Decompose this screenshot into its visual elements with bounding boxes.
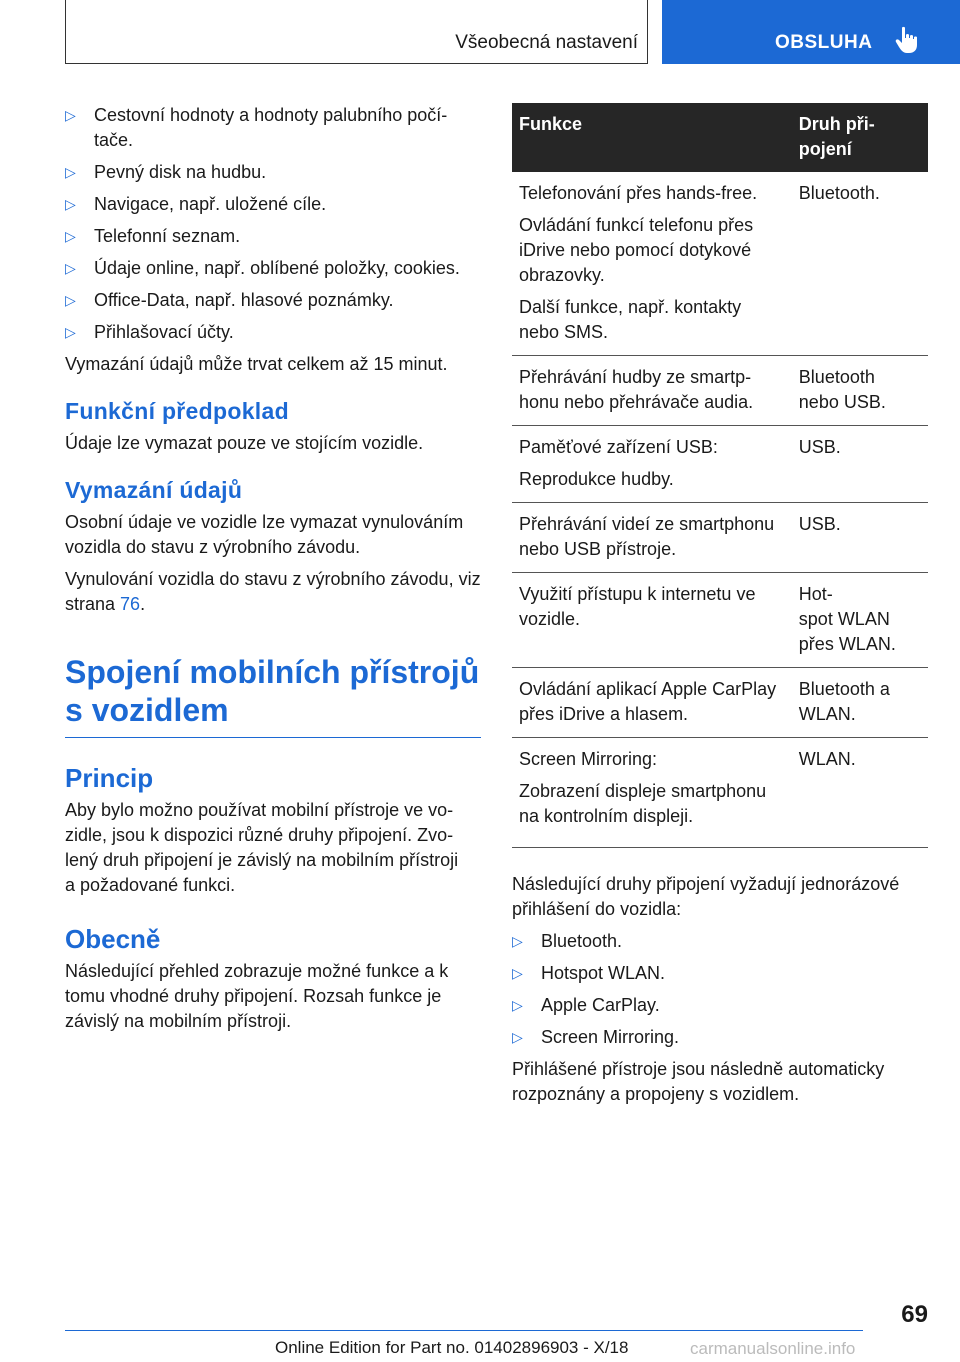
principle-text: Aby bylo možno používat mobilní přístroje ve vo- zidle, jsou k dispozici různé druhy připojení. Zvo- lený druh připojení je závislý na mobilním přístroji a požadované funkci. <box>65 800 459 895</box>
erase-text: Osobní údaje ve vozidle lze vymazat vynulováním vozidla do stavu z výrobního závodu. <box>65 512 464 557</box>
erase-time-note: Vymazání údajů může trvat celkem až 15 minut. <box>65 354 448 374</box>
registration-list <box>512 929 928 1050</box>
connection-cell: USB. <box>792 503 928 573</box>
list-item: ▷ Screen Mirroring. <box>512 1025 928 1050</box>
table-row <box>512 172 928 356</box>
registration-intro: Následující druhy připojení vyžadují jednorázové přihlášení do vozidla: <box>512 874 900 919</box>
connection-table <box>512 103 928 848</box>
bullet-triangle-icon: ▷ <box>65 228 76 244</box>
table-row <box>512 738 928 848</box>
bullet-triangle-icon: ▷ <box>65 107 76 123</box>
bullet-triangle-icon: ▷ <box>65 196 76 212</box>
list-item: ▷ Hotspot WLAN. <box>512 961 928 986</box>
bullet-triangle-icon: ▷ <box>65 260 76 276</box>
connection-cell: Bluetooth nebo USB. <box>792 356 928 426</box>
table-row <box>512 668 928 738</box>
function-cell: Screen Mirroring: Zobrazení displeje smartphonu na kontrolním displeji. <box>512 738 792 848</box>
precondition-text: Údaje lze vymazat pouze ve stojícím vozidle. <box>65 433 424 453</box>
deleted-data-list <box>65 103 481 345</box>
table-header-row <box>512 103 928 172</box>
header-chapter-tab <box>662 0 960 64</box>
list-item: ▷ Bluetooth. <box>512 929 928 954</box>
connection-cell: Bluetooth. <box>792 172 928 356</box>
bullet-triangle-icon: ▷ <box>512 933 523 949</box>
column-header-function: Funkce <box>512 103 792 172</box>
function-cell: Ovládání aplikací Apple CarPlay přes iDrive a hlasem. <box>512 668 792 738</box>
table-row <box>512 356 928 426</box>
chapter-heading: Spojení mobilních přístrojů s vozidlem <box>65 653 481 738</box>
hand-pointer-icon <box>895 26 921 61</box>
connection-cell: USB. <box>792 426 928 503</box>
general-heading: Obecně <box>65 924 161 954</box>
page-number: 69 <box>901 1301 928 1328</box>
footer-divider <box>65 1330 863 1331</box>
connection-cell: Bluetooth a WLAN. <box>792 668 928 738</box>
bullet-triangle-icon: ▷ <box>512 965 523 981</box>
bullet-triangle-icon: ▷ <box>512 997 523 1013</box>
bullet-triangle-icon: ▷ <box>65 324 76 340</box>
list-item: ▷ Telefonní seznam. <box>65 224 481 249</box>
function-cell: Paměťové zařízení USB: Reprodukce hudby. <box>512 426 792 503</box>
list-item: ▷ Apple CarPlay. <box>512 993 928 1018</box>
footer-watermark: carmanualsonline.info <box>690 1339 856 1358</box>
right-column <box>512 103 928 1114</box>
bullet-triangle-icon: ▷ <box>65 292 76 308</box>
connection-cell: Hot- spot WLAN přes WLAN. <box>792 573 928 668</box>
function-cell: Přehrávání hudby ze smartp- honu nebo přehrávače audia. <box>512 356 792 426</box>
connection-cell: WLAN. <box>792 738 928 848</box>
left-column <box>65 103 481 1041</box>
bullet-triangle-icon: ▷ <box>65 164 76 180</box>
list-item: ▷ Navigace, např. uložené cíle. <box>65 192 481 217</box>
principle-heading: Princip <box>65 763 154 793</box>
bullet-triangle-icon: ▷ <box>512 1029 523 1045</box>
header-section-title: Všeobecná nastavení <box>455 32 638 53</box>
column-header-connection: Druh při- pojení <box>792 103 928 172</box>
factory-reset-reference: Vynulování vozidla do stavu z výrobního závodu, viz strana 76. <box>65 569 481 614</box>
function-cell: Přehrávání videí ze smartphonu nebo USB přístroje. <box>512 503 792 573</box>
header-chapter-label: OBSLUHA <box>775 32 873 53</box>
list-item: ▷ Office-Data, např. hlasové poznámky. <box>65 288 481 313</box>
list-item: ▷ Údaje online, např. oblíbené položky, cookies. <box>65 256 481 281</box>
general-text: Následující přehled zobrazuje možné funkce a k tomu vhodné druhy připojení. Rozsah funkce je závislý na mobilním přístroji. <box>65 961 449 1031</box>
function-cell: Využití přístupu k internetu ve vozidle. <box>512 573 792 668</box>
function-cell: Telefonování přes hands-free. Ovládání funkcí telefonu přes iDrive nebo pomocí dotykové obrazovky. Další funkce, např. kontakty nebo SMS. <box>512 172 792 356</box>
footer-edition: Online Edition for Part no. 01402896903 - X/18 <box>275 1338 629 1357</box>
list-item: ▷ Cestovní hodnoty a hodnoty palubního počí- tače. <box>65 105 448 150</box>
erase-heading: Vymazání údajů <box>65 477 243 503</box>
table-row <box>512 573 928 668</box>
precondition-heading: Funkční předpoklad <box>65 398 289 424</box>
table-row <box>512 426 928 503</box>
list-item: ▷ Pevný disk na hudbu. <box>65 160 481 185</box>
list-item: ▷ Přihlašovací účty. <box>65 320 481 345</box>
registration-outro: Přihlášené přístroje jsou následně automaticky rozpoznány a propojeny s vozidlem. <box>512 1059 885 1104</box>
table-row <box>512 503 928 573</box>
page-link[interactable]: 76 <box>120 594 141 614</box>
